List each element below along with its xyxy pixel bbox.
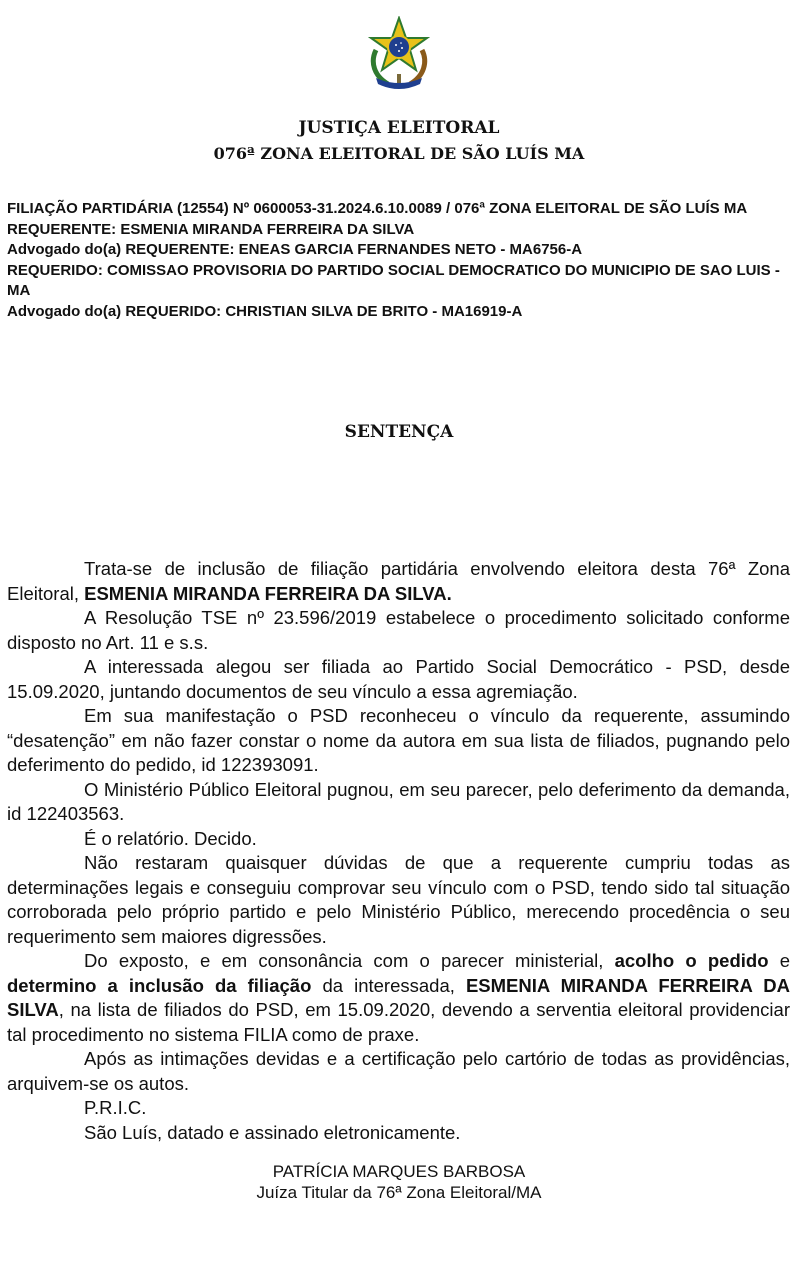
court-zone: 076ª ZONA ELEITORAL DE SÃO LUÍS MA [213, 144, 585, 163]
voter-name: ESMENIA MIRANDA FERREIRA DA SILVA. [84, 582, 452, 604]
paragraph-5: O Ministério Público Eleitoral pugnou, em seu parecer, pelo deferimento da demanda, id 122403563. [7, 778, 790, 824]
paragraph-8-text-g: , na lista de filiados do PSD, em 15.09.2020, devendo a serventia eleitoral providenciar tal procedimento no sistema FILIA como de praxe. [7, 999, 790, 1045]
judge-role: Juíza Titular da 76ª Zona Eleitoral/MA [256, 1183, 542, 1202]
paragraph-4: Em sua manifestação o PSD reconheceu o vínculo da requerente, assumindo “desatenção” em não fazer constar o nome da autora em sua lista de filiados, pugnando pelo deferimento do pedido, id 122393091. [7, 705, 790, 775]
paragraph-8-text-a: Do exposto, e em consonância com o parecer ministerial, [84, 950, 615, 971]
requerente-line: REQUERENTE: ESMENIA MIRANDA FERREIRA DA SILVA [7, 220, 415, 238]
paragraph-1-text: Trata-se de inclusão de filiação partidária envolvendo eleitora desta 76ª Zona Eleitoral, [7, 558, 790, 604]
paragraph-3: A interessada alegou ser filiada ao Partido Social Democrático - PSD, desde 15.09.2020, juntando documentos de seu vínculo a essa agremiação. [7, 656, 790, 702]
paragraph-8-text-e: da interessada, [311, 974, 466, 996]
advogado-requerente-line: Advogado do(a) REQUERENTE: ENEAS GARCIA FERNANDES NETO - MA6756-A [7, 241, 583, 258]
paragraph-9: Após as intimações devidas e a certificação pelo cartório de todas as providências, arquivem-se os autos. [7, 1048, 790, 1094]
paragraph-1 [7, 557, 790, 606]
paragraph-10: P.R.I.C. [84, 1097, 147, 1118]
requerido-line: REQUERIDO: COMISSAO PROVISORIA DO PARTIDO SOCIAL DEMOCRATICO DO MUNICIPIO DE SAO LUIS - MA [7, 261, 780, 299]
paragraph-8 [7, 949, 790, 1047]
decision-determino: determino a inclusão da filiação [7, 974, 312, 996]
paragraph-11: São Luís, datado e assinado eletronicamente. [84, 1121, 461, 1143]
paragraph-7: Não restaram quaisquer dúvidas de que a requerente cumpriu todas as determinações legais e conseguiu comprovar seu vínculo com o PSD, tendo sido tal situação corroborada pelo próprio partido e pelo Ministério Público, merecendo procedência o seu requerimento sem maiores digressões. [7, 852, 790, 947]
paragraph-6: É o relatório. Decido. [84, 827, 257, 849]
case-header [7, 199, 787, 322]
decision-acolho: acolho o pedido [614, 950, 769, 971]
paragraph-2: A Resolução TSE nº 23.596/2019 estabelece o procedimento solicitado conforme disposto no Art. 11 e s.s. [7, 607, 790, 653]
judge-name: PATRÍCIA MARQUES BARBOSA [272, 1162, 526, 1181]
process-number: FILIAÇÃO PARTIDÁRIA (12554) Nº 0600053-31.2024.6.10.0089 / 076ª ZONA ELEITORAL DE SÃO LUÍS MA [7, 200, 748, 217]
paragraph-8-text-c: e [768, 950, 790, 971]
document-title: SENTENÇA [344, 422, 454, 442]
brazil-coat-of-arms-icon [366, 16, 432, 92]
sentence-body [7, 557, 790, 1145]
voter-name-decision: ESMENIA MIRANDA FERREIRA DA SILVA [7, 974, 790, 1020]
advogado-requerido-line: Advogado do(a) REQUERIDO: CHRISTIAN SILVA DE BRITO - MA16919-A [7, 302, 523, 320]
court-name: JUSTIÇA ELEITORAL [298, 118, 500, 138]
signature-block [0, 1161, 798, 1203]
